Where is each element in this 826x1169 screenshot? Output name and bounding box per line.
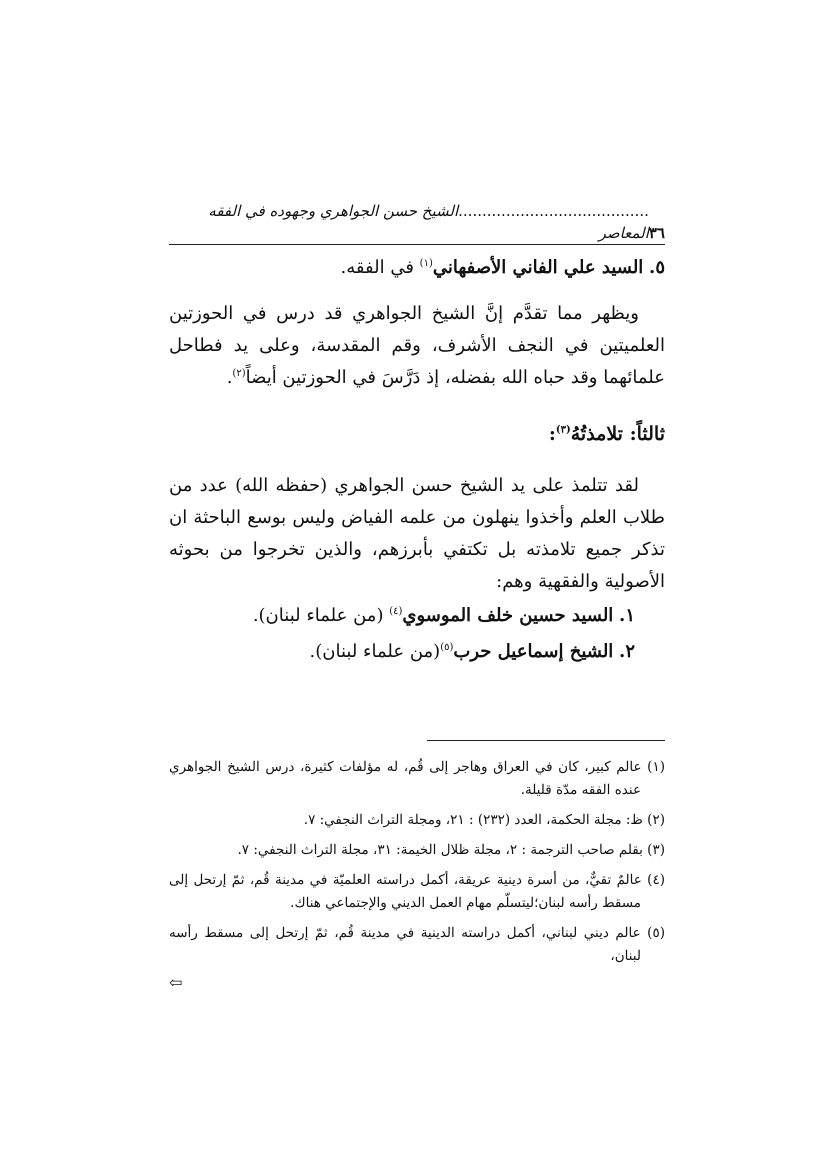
teacher-item-5 bbox=[169, 252, 665, 284]
running-header bbox=[169, 202, 665, 245]
paragraph-summary bbox=[169, 298, 665, 394]
student-2-number: ٢. bbox=[619, 641, 635, 662]
continuation-arrow-icon: ⇦ bbox=[169, 973, 183, 992]
footnote-3: (٣) بقلم صاحب الترجمة : ٢، مجلة ظلال الخيمة: ٣١، مجلة التراث النجفي: ٧. bbox=[237, 842, 665, 858]
student-1-name: السيد حسين خلف الموسوي bbox=[402, 605, 614, 626]
footnote-5: (٥) عالم ديني لبناني، أكمل دراسته الدينية في مدينة قُم، ثمّ إرتحل إلى مسقط رأسه لبنان، bbox=[169, 925, 665, 964]
student-item-1 bbox=[169, 598, 635, 634]
footnote-ref-2: (٢) bbox=[232, 368, 246, 379]
paragraph-1-end: . bbox=[226, 367, 233, 388]
footnote-2: (٢) ظ: مجلة الحكمة، العدد (٢٣٢) : ٢١، ومجلة التراث النجفي: ٧. bbox=[303, 812, 665, 828]
main-text bbox=[169, 252, 665, 670]
footnote-ref-1: (١) bbox=[419, 258, 433, 269]
running-title bbox=[169, 200, 649, 244]
footnote-ref-4: (٤) bbox=[389, 606, 403, 617]
item-5-name: السيد علي الفاني الأصفهاني bbox=[432, 257, 644, 278]
student-1-number: ١. bbox=[619, 605, 635, 626]
footnotes bbox=[169, 756, 665, 991]
page-number: ٣٦ bbox=[648, 224, 665, 242]
heading-text: ثالثاً: تلامذتُهُ bbox=[570, 423, 665, 445]
paragraph-1-text: ويظهر مما تقدَّم إنَّ الشيخ الجواهري قد درس في الحوزتين العلميتين في النجف الأشرف، وقم المقدسة، وعلى يد فطاحل علمائهما وقد حباه الله بفضله، إذ دَرَّسَ في الحوزتين أيضاً bbox=[169, 303, 665, 388]
item-5-number: ٥. bbox=[649, 257, 665, 278]
footnote-ref-3: (٣) bbox=[555, 424, 571, 436]
book-title: الشيخ حسن الجواهري وجهوده في الفقه المعاصر bbox=[208, 202, 649, 242]
footnote-1: (١) عالم كبير، كان في العراق وهاجر إلى قُم، له مؤلفات كثيرة، درس الشيخ الجواهري عنده الفقه مدّة قليلة. bbox=[169, 759, 665, 798]
section-heading bbox=[169, 418, 665, 450]
student-2-note: (من علماء لبنان). bbox=[309, 641, 441, 662]
footnote-separator bbox=[427, 740, 665, 741]
student-2-name: الشيخ إسماعيل حرب bbox=[453, 641, 614, 662]
student-1-note: (من علماء لبنان). bbox=[252, 605, 390, 626]
paragraph-students: لقد تتلمذ على يد الشيخ حسن الجواهري (حفظه الله) عدد من طلاب العلم وأخذوا ينهلون من علمه الفياض وليس بوسع الباحثة ان تذكر جميع تلامذته بل تكتفي بأبرزهم، والذين تخرجوا من بحوثه الأصولية والفقهية وهم: bbox=[169, 475, 665, 592]
student-item-2 bbox=[169, 634, 635, 670]
footnote-4: (٤) عالمٌ تقيٌّ، من أسرة دينية عريقة، أكمل دراسته العلميّة في مدينة قُم، ثمّ إرتحل إلى مسقط رأسه لبنان؛ليتسلّم مهام العمل الديني والإجتماعي هناك. bbox=[169, 872, 665, 911]
footnote-ref-5: (٥) bbox=[440, 642, 454, 653]
leader-dots: ........................................ bbox=[458, 202, 649, 220]
item-5-tail: في الفقه. bbox=[340, 257, 420, 278]
heading-colon: : bbox=[548, 423, 556, 445]
